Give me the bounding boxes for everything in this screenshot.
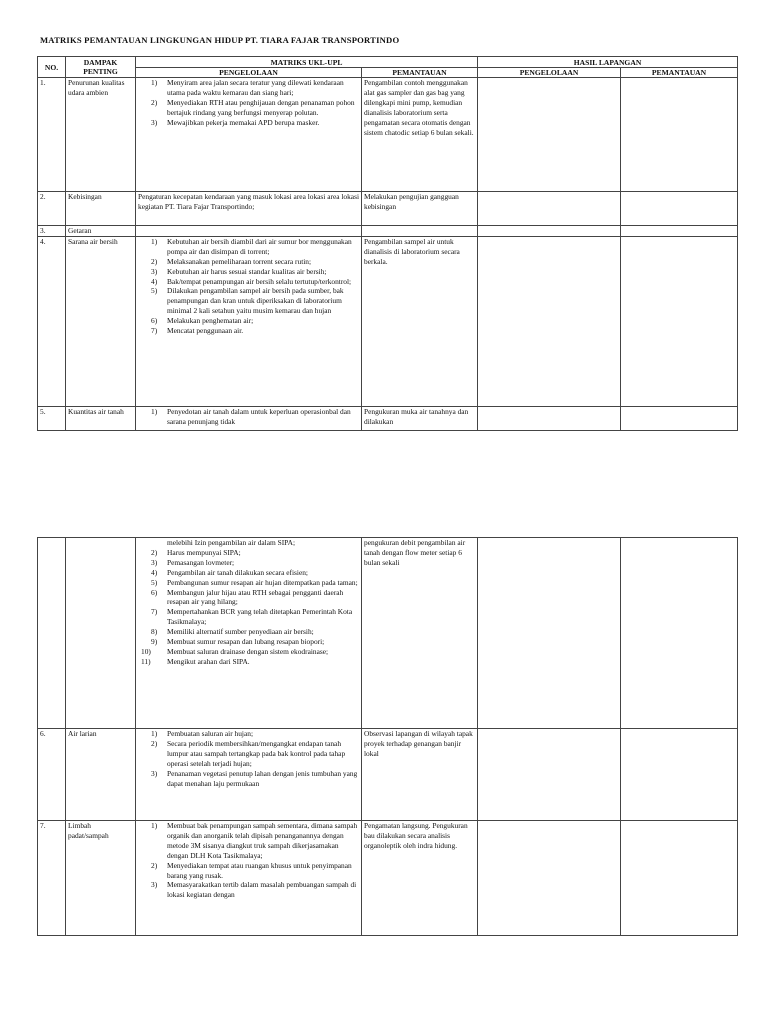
row-field-management (478, 192, 621, 226)
row-number: 3. (38, 226, 66, 237)
row-field-management (478, 821, 621, 936)
row-field-management (478, 538, 621, 729)
row-monitoring: Pengambilan contoh menggunakan alat gas sampler dan gas bag yang dilengkapi mini pump, kemudian dianalisis laboratorium serta pengamatan secara otomatis dengan sistem chatodic setiap 6 bulan sekali. (362, 78, 478, 192)
list-item: 7) Mempertahankan BCR yang telah ditetapkan Pemerintah Kota Tasikmalaya; (151, 607, 353, 627)
header-pengelolaan: PENGELOLAAN (136, 68, 362, 78)
row-field-monitoring (621, 729, 738, 821)
list-item: 8) Memiliki alternatif sumber penyediaan air bersih; (151, 627, 314, 637)
table-row (38, 729, 738, 821)
row-monitoring: Observasi lapangan di wilayah tapak proyek terhadap genangan banjir lokal (362, 729, 478, 821)
table-row (38, 236, 738, 406)
list-item: 3) Pemasangan lovmeter; (151, 557, 235, 567)
header-no: NO. (38, 57, 66, 78)
row-number: 6. (38, 729, 66, 821)
row-number: 2. (38, 192, 66, 226)
list-item: 1) Kebutuhan air bersih diambil dari air sumur bor menggunakan pompa air dan disimpan di torrent; (151, 236, 352, 256)
row-field-management (478, 226, 621, 237)
row-field-monitoring (621, 192, 738, 226)
header-pemantauan: PEMANTAUAN (362, 68, 478, 78)
list-item: 2) Melaksanakan pemeliharaan torrent secara rutin; (151, 256, 312, 266)
row-monitoring: pengukuran debit pengambilan air tanah dengan flow meter setiap 6 bulan sekali (362, 538, 478, 729)
list-item: 1) Membuat bak penampungan sampah sementara, dimana sampah organik dan anorganik telah dipisah penanganannya dengan metode 3M sisanya diangkut truk sampah dikerjasamakan dengan DLH Kota Tasikmalaya; (151, 821, 358, 860)
row-management (136, 406, 362, 430)
row-monitoring: Pengambilan sampel air untuk dianalisis di laboratorium secara berkala. (362, 236, 478, 406)
row-field-monitoring (621, 78, 738, 192)
list-item: 5) Pembangunan sumur resapan air hujan ditempatkan pada taman; (151, 577, 358, 587)
list-item: 3) Memasyarakatkan tertib dalam masalah pembuangan sampah di lokasi kegiatan dengan (151, 880, 357, 900)
row-impact: Sarana air bersih (66, 236, 136, 406)
row-impact: Limbah padat/sampah (66, 821, 136, 936)
row-field-management (478, 729, 621, 821)
monitoring-matrix-table-page1 (37, 56, 738, 431)
list-item: 4) Pengambilan air tanah dilakukan secara efisien; (151, 567, 308, 577)
row-management (136, 226, 362, 237)
row-field-monitoring (621, 821, 738, 936)
list-item: 1) Penyedotan air tanah dalam untuk keperluan operasionbal dan sarana penunjang tidak (151, 406, 351, 426)
table-row (38, 821, 738, 936)
list-item: 6) Membangun jalur hijau atau RTH sebagai pengganti daerah resapan air yang hilang; (151, 587, 344, 607)
list-item: 6) Melakukan penghematan air; (151, 316, 254, 326)
row-impact: Kuantitas air tanah (66, 406, 136, 430)
row-field-monitoring (621, 226, 738, 237)
list-item: 2) Menyediakan RTH atau penghijauan dengan penanaman pohon bertajuk rindang yang berfungsi menyerap polutan. (151, 97, 355, 117)
row-monitoring: Melakukan pengujian gangguan kebisingan (362, 192, 478, 226)
header-hasil-pengelolaan: PENGELOLAAN (478, 68, 621, 78)
header-matriks-ukl-upl: MATRIKS UKL-UPL (136, 57, 478, 68)
continued-text: melebihi Izin pengambilan air dalam SIPA; (167, 538, 296, 547)
list-item: 7) Mencatat penggunaan air. (151, 326, 244, 336)
row-management (136, 729, 362, 821)
row-monitoring (362, 226, 478, 237)
list-item: 2) Harus mempunyai SIPA; (151, 547, 241, 557)
list-item: 1) Menyiram area jalan secara teratur yang dilewati kendaraan utama pada waktu kemarau dan siang hari; (151, 78, 344, 97)
row-management (136, 236, 362, 406)
header-hasil-lapangan: HASIL LAPANGAN (478, 57, 738, 68)
list-item: 5) Dilakukan pengambilan sampel air bersih pada sumber, bak penampungan dan kran untuk diperiksakan di laboratorium minimal 2 kali setahun yaitu musim kemarau dan hujan (151, 286, 344, 316)
row-monitoring: Pengamatan langsung. Pengukuran bau dilakukan secara analisis organoleptik oleh indra hidung. (362, 821, 478, 936)
row-impact: Getaran (66, 226, 136, 237)
row-management (136, 821, 362, 936)
row-number: 4. (38, 236, 66, 406)
document-title: MATRIKS PEMANTAUAN LINGKUNGAN HIDUP PT. TIARA FAJAR TRANSPORTINDO (40, 35, 400, 45)
list-item: 3) Kebutuhan air harus sesuai standar kualitas air bersih; (151, 266, 327, 276)
list-item: 10) Membuat saluran drainase dengan sistem ekodrainase; (141, 646, 329, 656)
row-management: Pengaturan kecepatan kendaraan yang masuk lokasi area lokasi area lokasi kegiatan PT. Tiara Fajar Transportindo; (136, 192, 362, 226)
table-row (38, 192, 738, 226)
row-field-monitoring (621, 538, 738, 729)
row-number: 5. (38, 406, 66, 430)
row-field-management (478, 78, 621, 192)
row-management (136, 538, 362, 729)
row-field-monitoring (621, 236, 738, 406)
table-row (38, 538, 738, 729)
list-item: 2) Secara periodik membersihkan/mengangkat endapan tanah lumpur atau sampah tertangkap pada bak kontrol pada tahap operasi setelah terjadi hujan; (151, 738, 346, 768)
list-item: 3) Mewajibkan pekerja memakai APD berupa masker. (151, 117, 320, 127)
row-field-management (478, 406, 621, 430)
list-item: 9) Membuat sumur resapan dan lubang resapan biopori; (151, 637, 325, 647)
row-field-management (478, 236, 621, 406)
header-dampak-penting: DAMPAK PENTING (66, 57, 136, 78)
table-row (38, 78, 738, 192)
list-item: 2) Menyediakan tempat atau ruangan khusus untuk penyimpanan barang yang rusak. (151, 860, 352, 880)
list-item: 3) Penanaman vegetasi penutup lahan dengan jenis tumbuhan yang dapat menahan laju permukaan (151, 768, 358, 788)
row-impact (66, 538, 136, 729)
row-impact: Penurunan kualitas udara ambien (66, 78, 136, 192)
header-hasil-pemantauan: PEMANTAUAN (621, 68, 738, 78)
row-number: 1. (38, 78, 66, 192)
table-row (38, 406, 738, 430)
list-item: 4) Bak/tempat penampungan air bersih selalu tertutup/terkontrol; (151, 276, 352, 286)
list-item: 11) Mengikut arahan dari SIPA. (141, 656, 250, 666)
row-impact: Kebisingan (66, 192, 136, 226)
row-impact: Air larian (66, 729, 136, 821)
table-row (38, 226, 738, 237)
list-item: 1) Pembuatan saluran air hujan; (151, 729, 253, 738)
row-field-monitoring (621, 406, 738, 430)
row-number: 7. (38, 821, 66, 936)
row-management (136, 78, 362, 192)
row-number (38, 538, 66, 729)
row-monitoring: Pengukuran muka air tanahnya dan dilakukan (362, 406, 478, 430)
monitoring-matrix-table-page2 (37, 537, 738, 936)
